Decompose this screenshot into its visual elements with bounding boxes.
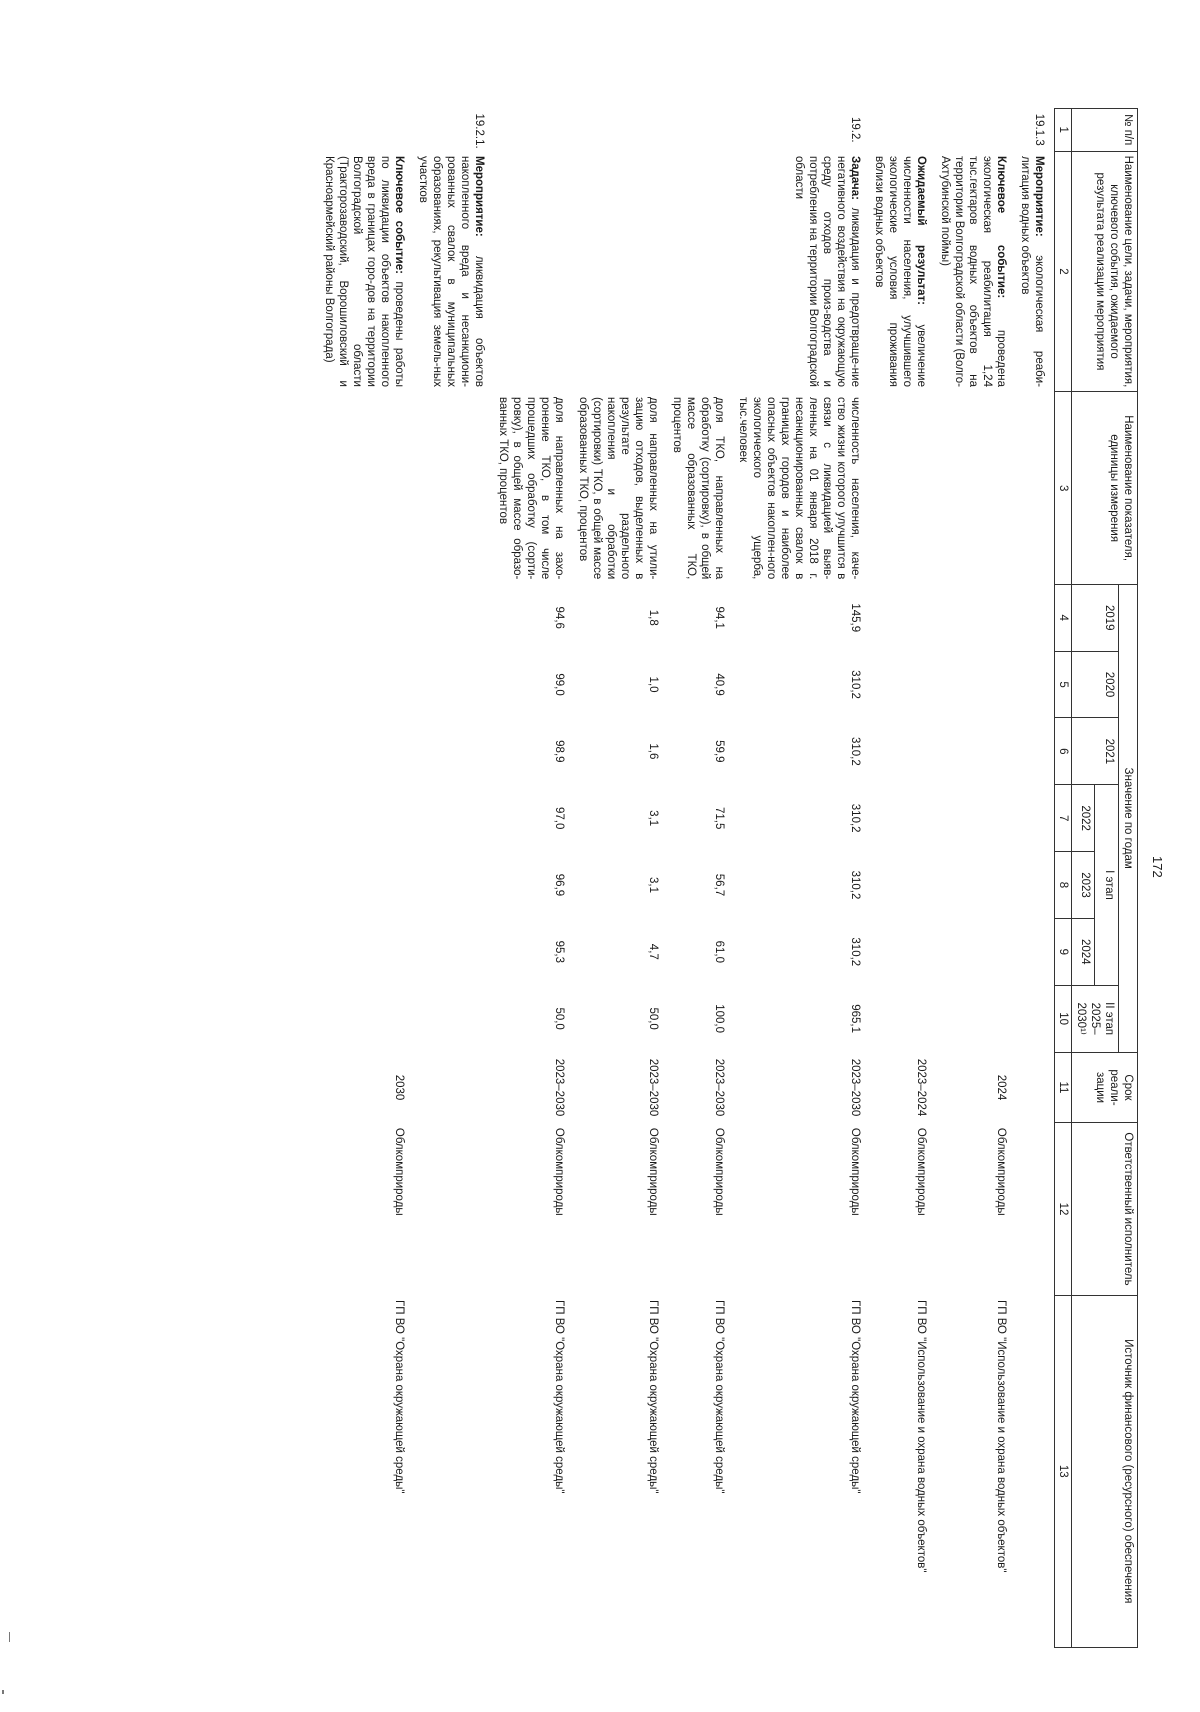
row-indicator bbox=[866, 392, 932, 584]
row-name-text: проведена экологическая реабилитация 1,24 тыс.гектаров водных объектов на территории Волгоградской области (Волго-Ахтубинской поймы) bbox=[939, 156, 1007, 387]
header-2020: 2020 bbox=[1072, 651, 1119, 718]
header-2024: 2024 bbox=[1072, 918, 1096, 985]
header-num: № п/п bbox=[1072, 109, 1138, 152]
row-indicator bbox=[1012, 392, 1055, 584]
row-value bbox=[316, 718, 410, 785]
row-number: 19.2.1. bbox=[473, 113, 485, 149]
row-value: 40,9 bbox=[713, 673, 725, 696]
table-row bbox=[316, 109, 410, 1648]
row-lead-label: Мероприятие: bbox=[1033, 156, 1045, 237]
row-name-cell bbox=[730, 151, 866, 392]
row-value bbox=[316, 651, 410, 718]
row-name-text: ликвидация объектов накопленного вреда и несанкциони-рованных свалок в муниципальных образованиях, рекультивация земель-ных участков bbox=[417, 156, 485, 387]
row-term bbox=[410, 1052, 490, 1123]
table-row bbox=[664, 109, 730, 1648]
table-row bbox=[1012, 109, 1055, 1648]
table-row bbox=[490, 109, 570, 1648]
row-value bbox=[410, 718, 490, 785]
row-value bbox=[410, 918, 490, 985]
row-name-text: экологическая реаби-литация водных объектов bbox=[1019, 156, 1045, 387]
row-source: ГП ВО "Охрана окружающей среды" bbox=[393, 1300, 405, 1494]
row-value bbox=[1012, 918, 1055, 985]
col-num: 12 bbox=[1055, 1123, 1072, 1295]
row-number bbox=[570, 109, 664, 152]
row-value: 310,2 bbox=[849, 736, 861, 766]
row-value: 98,9 bbox=[553, 740, 565, 763]
row-value: 50,0 bbox=[647, 1007, 659, 1030]
col-num: 9 bbox=[1055, 918, 1072, 985]
table-row bbox=[932, 109, 1012, 1648]
row-value: 310,2 bbox=[849, 937, 861, 967]
row-indicator bbox=[932, 392, 1012, 584]
row-value: 95,3 bbox=[553, 940, 565, 963]
row-lead-label: Ожидаемый результат: bbox=[915, 156, 927, 305]
row-value bbox=[866, 785, 932, 852]
row-number bbox=[866, 109, 932, 152]
row-value bbox=[932, 785, 1012, 852]
row-number bbox=[664, 109, 730, 152]
col-num: 11 bbox=[1055, 1052, 1072, 1123]
row-value bbox=[866, 852, 932, 919]
header-stage2: II этап 2025–2030¹⁾ bbox=[1072, 985, 1119, 1052]
col-num: 13 bbox=[1055, 1295, 1072, 1647]
row-value bbox=[410, 584, 490, 651]
row-term: 2023–2030 bbox=[647, 1058, 659, 1117]
row-value: 100,0 bbox=[713, 1004, 725, 1034]
row-source bbox=[410, 1295, 490, 1647]
row-number: 19.1.3 bbox=[1033, 113, 1045, 146]
row-value: 1,8 bbox=[647, 609, 659, 626]
row-value: 4,7 bbox=[647, 943, 659, 960]
col-num: 4 bbox=[1055, 584, 1072, 651]
row-value bbox=[316, 584, 410, 651]
row-name-cell bbox=[490, 151, 570, 392]
row-number: 19.2. bbox=[849, 116, 861, 143]
row-value bbox=[932, 651, 1012, 718]
row-executor: Облкомприроды bbox=[995, 1127, 1007, 1216]
row-value: 50,0 bbox=[553, 1007, 565, 1030]
row-value bbox=[410, 985, 490, 1052]
header-2021: 2021 bbox=[1072, 718, 1119, 785]
row-executor bbox=[1012, 1123, 1055, 1295]
page-number: 172 bbox=[1150, 856, 1165, 878]
row-value: 99,0 bbox=[553, 673, 565, 696]
row-number bbox=[316, 109, 410, 152]
row-lead-label: Мероприятие: bbox=[473, 156, 485, 237]
scan-edge-mark bbox=[2, 1690, 4, 1694]
row-value bbox=[866, 918, 932, 985]
row-indicator: доля направленных на утили-зацию отходов, выделенных в результате раздельного накопления и обработки (сортировки) ТКО, в общей массе образованных ТКО, процентов bbox=[577, 396, 659, 580]
header-executor: Ответственный исполнитель bbox=[1072, 1123, 1138, 1295]
row-value bbox=[316, 985, 410, 1052]
row-value bbox=[1012, 852, 1055, 919]
row-value: 3,1 bbox=[647, 876, 659, 893]
row-value bbox=[316, 852, 410, 919]
row-name-cell bbox=[1012, 151, 1055, 392]
row-indicator bbox=[316, 392, 410, 584]
row-value: 3,1 bbox=[647, 810, 659, 827]
row-lead-label: Ключевое событие: bbox=[393, 156, 405, 274]
header-name: Наименование цели, задачи, мероприятия, ключевого события, ожидаемого результата реализации мероприятия bbox=[1072, 151, 1138, 392]
row-term: 2030 bbox=[393, 1074, 405, 1101]
col-num: 6 bbox=[1055, 718, 1072, 785]
row-value bbox=[932, 718, 1012, 785]
row-name-cell bbox=[570, 151, 664, 392]
row-indicator: численность населения, каче-ство жизни которого улучшится в связи с ликвидацией выяв-ленных на 01 января 2018 г. несанкционированных свалок в границах городов и наиболее опасных объектов накоплен-ного экологического ущерба, тыс.человек bbox=[737, 396, 861, 580]
col-num: 2 bbox=[1055, 151, 1072, 392]
row-value bbox=[1012, 651, 1055, 718]
header-2023: 2023 bbox=[1072, 852, 1096, 919]
scan-edge-mark bbox=[9, 1632, 10, 1642]
row-value bbox=[410, 651, 490, 718]
row-value bbox=[932, 584, 1012, 651]
table-row bbox=[730, 109, 866, 1648]
row-value bbox=[866, 651, 932, 718]
row-value bbox=[932, 852, 1012, 919]
col-num: 3 bbox=[1055, 392, 1072, 584]
row-value bbox=[932, 985, 1012, 1052]
row-executor: Облкомприроды bbox=[849, 1127, 861, 1216]
row-number bbox=[490, 109, 570, 152]
row-value bbox=[932, 918, 1012, 985]
row-value: 1,0 bbox=[647, 676, 659, 693]
row-executor: Облкомприроды bbox=[915, 1127, 927, 1216]
row-value bbox=[410, 785, 490, 852]
row-term: 2023–2030 bbox=[713, 1058, 725, 1117]
row-name-cell bbox=[866, 151, 932, 392]
header-term: Срок реали-зации bbox=[1072, 1052, 1138, 1123]
table-body bbox=[316, 109, 1055, 1648]
row-source: ГП ВО "Охрана окружающей среды" bbox=[713, 1300, 725, 1494]
row-value: 97,0 bbox=[553, 806, 565, 830]
header-indicator: Наименование показателя, единицы измерения bbox=[1072, 392, 1138, 584]
row-indicator bbox=[410, 392, 490, 584]
row-value bbox=[410, 852, 490, 919]
row-value bbox=[866, 985, 932, 1052]
header-stage1: I этап bbox=[1095, 785, 1119, 985]
row-value: 71,5 bbox=[713, 806, 725, 830]
row-term: 2023–2030 bbox=[849, 1058, 861, 1117]
row-source: ГП ВО "Охрана окружающей среды" bbox=[553, 1300, 565, 1494]
row-term: 2024 bbox=[995, 1074, 1007, 1101]
col-num: 7 bbox=[1055, 785, 1072, 852]
row-source: ГП ВО "Использование и охрана водных объектов" bbox=[915, 1300, 927, 1573]
column-numbers-row bbox=[1055, 109, 1072, 1648]
row-executor: Облкомприроды bbox=[647, 1127, 659, 1216]
row-value: 61,0 bbox=[713, 940, 725, 963]
row-value bbox=[866, 584, 932, 651]
row-value bbox=[1012, 718, 1055, 785]
row-value: 56,7 bbox=[713, 873, 725, 897]
table-row bbox=[570, 109, 664, 1648]
program-table bbox=[316, 108, 1138, 1648]
row-executor: Облкомприроды bbox=[553, 1127, 565, 1216]
row-indicator: доля ТКО, направленных на обработку (сортировку), в общей массе образованных ТКО, процентов bbox=[671, 396, 725, 580]
table-row bbox=[410, 109, 490, 1648]
header-source: Источник финансового (ресурсного) обеспечения bbox=[1072, 1295, 1138, 1647]
row-value: 59,9 bbox=[713, 740, 725, 763]
row-name-text: увеличение численности населения, улучшившего экологические условия проживания вблизи водных объектов bbox=[873, 156, 927, 387]
row-value: 965,1 bbox=[849, 1004, 861, 1034]
row-term: 2023–2024 bbox=[915, 1058, 927, 1117]
row-name-text: проведены работы по ликвидации объектов накопленного вреда в границах горо-дов на территории Волгоградской области (Тракторозаводский, Ворошиловский и Красноармейский районы Волгограда) bbox=[323, 156, 405, 387]
row-name-cell bbox=[664, 151, 730, 392]
row-name-cell bbox=[932, 151, 1012, 392]
row-value: 96,9 bbox=[553, 873, 565, 897]
row-value bbox=[316, 918, 410, 985]
row-source: ГП ВО "Охрана окружающей среды" bbox=[647, 1300, 659, 1494]
col-num: 10 bbox=[1055, 985, 1072, 1052]
col-num: 8 bbox=[1055, 852, 1072, 919]
row-indicator: доля направленных на захо-ронение ТКО, в том числе прошедших обработку (сорти-ровку), в общей массе образо-ванных ТКО, процентов bbox=[497, 396, 565, 580]
header-2019: 2019 bbox=[1072, 584, 1119, 651]
row-value: 310,2 bbox=[849, 870, 861, 900]
col-num: 5 bbox=[1055, 651, 1072, 718]
row-executor: Облкомприроды bbox=[713, 1127, 725, 1216]
row-source: ГП ВО "Использование и охрана водных объектов" bbox=[995, 1300, 1007, 1573]
row-name-cell bbox=[410, 151, 490, 392]
row-value: 145,9 bbox=[849, 603, 861, 633]
row-source bbox=[1012, 1295, 1055, 1647]
row-number bbox=[932, 109, 1012, 152]
header-2022: 2022 bbox=[1072, 785, 1096, 852]
header-values: Значение по годам bbox=[1119, 584, 1138, 1052]
row-executor: Облкомприроды bbox=[393, 1127, 405, 1216]
row-value bbox=[1012, 785, 1055, 852]
row-term: 2023–2030 bbox=[553, 1058, 565, 1117]
row-lead-label: Задача: bbox=[849, 156, 861, 200]
row-lead-label: Ключевое событие: bbox=[995, 156, 1007, 299]
row-value bbox=[1012, 985, 1055, 1052]
row-value bbox=[316, 785, 410, 852]
row-value: 94,6 bbox=[553, 606, 565, 629]
row-value bbox=[1012, 584, 1055, 651]
table-row bbox=[866, 109, 932, 1648]
col-num: 1 bbox=[1055, 109, 1072, 152]
row-name-text: ликвидация и предотвраще-ние негативного воздействия на окружающую среду отходов произ-водства и потребления на территории Волгоградской области bbox=[793, 156, 861, 387]
row-term bbox=[1012, 1052, 1055, 1123]
row-name-cell bbox=[316, 151, 410, 392]
row-value: 310,2 bbox=[849, 803, 861, 833]
row-source: ГП ВО "Охрана окружающей среды" bbox=[849, 1300, 861, 1494]
row-value: 94,1 bbox=[713, 606, 725, 629]
row-value: 310,2 bbox=[849, 670, 861, 699]
row-value: 1,6 bbox=[647, 743, 659, 760]
row-executor bbox=[410, 1123, 490, 1295]
row-value bbox=[866, 718, 932, 785]
